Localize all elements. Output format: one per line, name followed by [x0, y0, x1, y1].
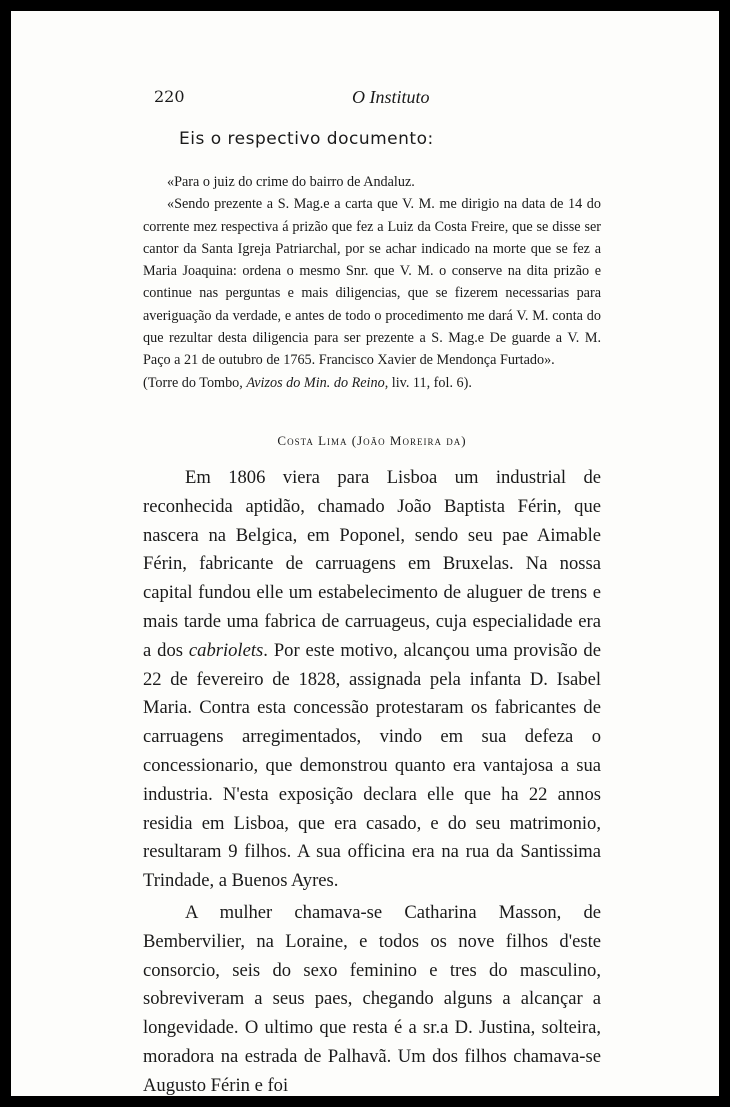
page-number: 220 — [154, 87, 185, 106]
quote-paragraph-body: «Sendo prezente a S. Mag.e a carta que V. M. me dirigio na data de 14 do corrente mez respectiva á prizão que fez a Luiz da Costa Freire, que se disse ser cantor da Santa Igreja Patriarchal, por se achar indicado na morte que se fez a Maria Joaquina: ordena o mesmo Snr. que V. M. o conserve na dita prizão e continue nas perguntas e mais diligencias, que se fizerem necessarias para averiguação da verdade, e antes de todo o procedimento me dará V. M. conta do que rezultar desta diligencia para ser prezente a S. Mag.e De guarde a V. M. Paço a 21 de outubro de 1765. Francisco Xavier de Mendonça Furtado». — [143, 196, 601, 369]
body-paragraph-2: A mulher chamava-se Catharina Masson, de Bembervilier, na Loraine, e todos os nove filhos d'este consorcio, seis do sexo feminino e tres do masculino, sobreviveram a seus paes, chegando alguns a alcançar a longevidade. O ultimo que resta é a sr.a D. Justina, solteira, moradora na estrada de Palhavã. Um dos filhos chamava-se Augusto Férin e foi — [143, 901, 601, 1096]
book-page — [11, 11, 719, 1096]
body-paragraph-1-italic: cabriolets — [188, 639, 264, 661]
body-paragraph-1-start: Em 1806 viera para Lisboa um industrial de reconhecida aptidão, chamado João Baptista Férin, que nascera na Belgica, em Poponel, sendo seu pae Aimable Férin, fabricante de carruagens em Bruxelas. Na nossa capital fundou elle um estabelecimento de aluguer de trens e mais tarde uma fabrica de carruageus, cuja especialidade era a dos — [143, 467, 601, 661]
quoted-document — [143, 171, 601, 394]
quote-paragraph-address: «Para o juiz do crime do bairro de Andaluz. — [167, 174, 415, 190]
section-heading: Costa Lima (João Moreira da) — [277, 433, 467, 448]
intro-line: Eis o respectivo documento: — [179, 129, 434, 149]
citation-suffix: , liv. 11, fol. 6). — [384, 374, 472, 391]
quote-citation — [143, 372, 601, 394]
citation-prefix: (Torre do Tombo, — [143, 374, 247, 391]
citation-title: Avizos do Min. do Reino — [246, 374, 385, 391]
main-text — [143, 464, 601, 1101]
body-paragraph-1 — [143, 464, 601, 896]
running-title: O Instituto — [352, 87, 430, 107]
body-paragraph-1-end: . Por este motivo, alcançou uma provisão de 22 de fevereiro de 1828, assignada pela infanta D. Isabel Maria. Contra esta concessão protestaram os fabricantes de carruagens arregimentados, vindo em sua defeza o concessionario, que demonstrou quanto era vantajosa a sua industria. N'esta exposição declara elle que ha 22 annos residia em Lisboa, que era casado, e do seu matrimonio, resultaram 9 filhos. A sua officina era na rua da Santissima Trindade, a Buenos Ayres. — [143, 639, 601, 892]
